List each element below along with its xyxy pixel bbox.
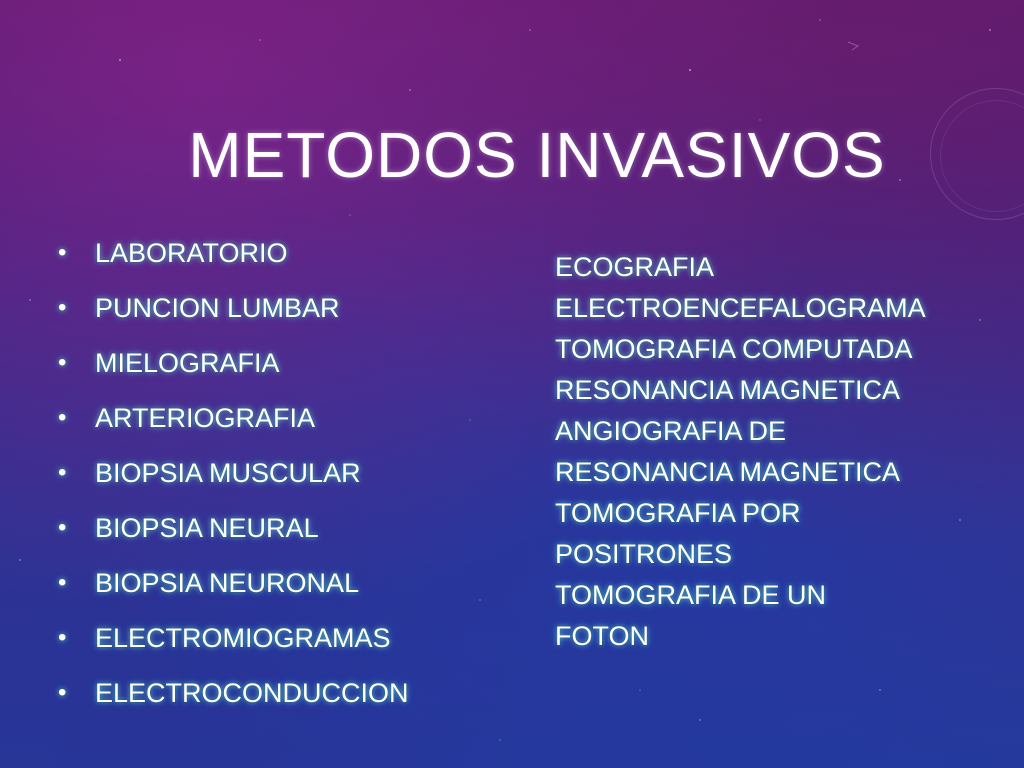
bullet-icon: • [58, 239, 67, 266]
list-item-label: BIOPSIA NEURAL [95, 513, 319, 543]
list-item [58, 342, 409, 397]
list-item [58, 507, 409, 562]
text-line: POSITRONES [555, 539, 733, 569]
list-item-label: BIOPSIA MUSCULAR [95, 458, 361, 488]
bullet-icon: • [58, 294, 67, 321]
text-line: TOMOGRAFIA POR [555, 498, 801, 528]
list-item-label: MIELOGRAFIA [95, 348, 280, 378]
text-line: TOMOGRAFIA DE UN [555, 580, 827, 610]
list-item [58, 397, 409, 452]
list-item [58, 232, 409, 287]
bullet-icon: • [58, 624, 67, 651]
list-item-label: BIOPSIA NEURONAL [95, 568, 360, 598]
bullet-icon: • [58, 349, 67, 376]
list-item [58, 287, 409, 342]
text-line: ELECTROENCEFALOGRAMA [555, 293, 926, 323]
text-line: FOTON [555, 621, 649, 651]
bullet-icon: • [58, 404, 67, 431]
list-item-label: ARTERIOGRAFIA [95, 403, 316, 433]
list-item [58, 562, 409, 617]
list-item-label: LABORATORIO [95, 238, 288, 268]
text-line: ANGIOGRAFIA DE [555, 416, 787, 446]
slide-title: METODOS INVASIVOS [188, 119, 886, 191]
right-text-column [555, 248, 926, 658]
text-line: RESONANCIA MAGNETICA [555, 457, 901, 487]
left-bullet-list [58, 232, 409, 727]
bullet-icon: • [58, 514, 67, 541]
list-item [58, 452, 409, 507]
list-item [58, 617, 409, 672]
list-item [58, 672, 409, 727]
list-item-label: ELECTROMIOGRAMAS [95, 623, 391, 653]
list-item-label: ELECTROCONDUCCION [95, 678, 409, 708]
bullet-icon: • [58, 679, 67, 706]
text-line: ECOGRAFIA [555, 252, 715, 282]
text-line: TOMOGRAFIA COMPUTADA [555, 334, 913, 364]
list-item-label: PUNCION LUMBAR [95, 293, 340, 323]
text-line: RESONANCIA MAGNETICA [555, 375, 901, 405]
bullet-icon: • [58, 569, 67, 596]
bullet-icon: • [58, 459, 67, 486]
